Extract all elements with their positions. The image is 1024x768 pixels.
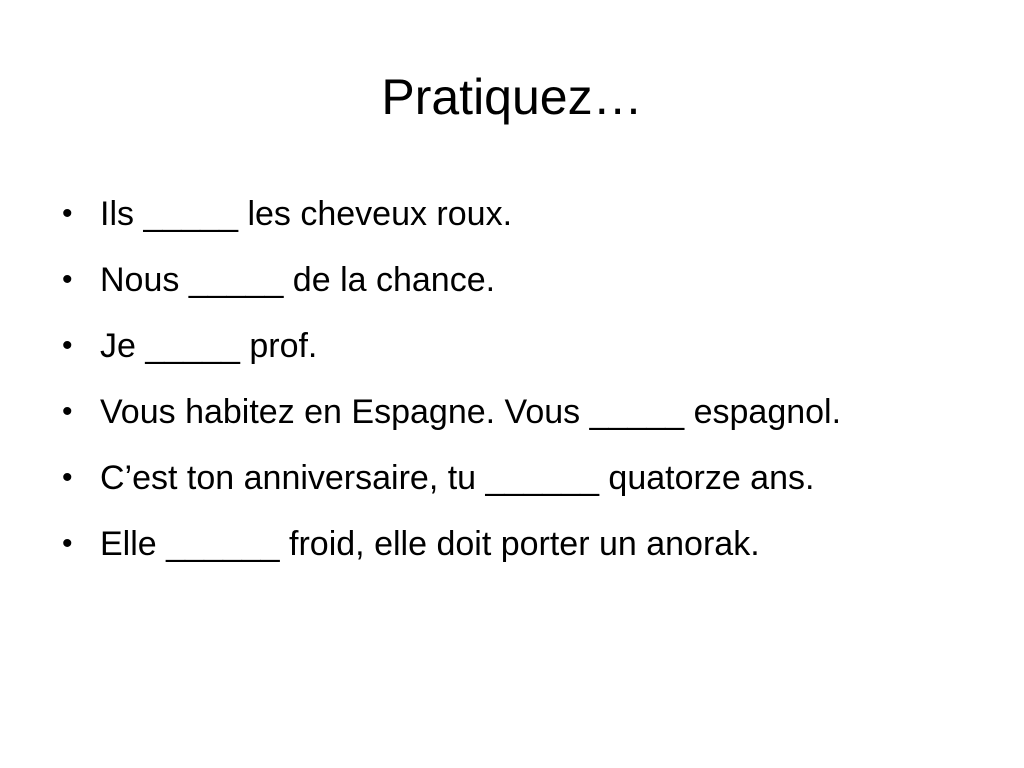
list-item (62, 187, 942, 241)
bullet-list (62, 187, 942, 583)
list-item-text: Je _____ prof. (100, 327, 318, 365)
list-item-text: Vous habitez en Espagne. Vous _____ espagnol. (100, 393, 842, 431)
list-item (62, 517, 942, 571)
bullet-icon: • (62, 527, 73, 560)
bullet-icon: • (62, 395, 73, 428)
list-item-text: Nous _____ de la chance. (100, 261, 496, 299)
list-item-text: Ils _____ les cheveux roux. (100, 195, 513, 233)
list-item (62, 385, 942, 439)
list-item (62, 451, 942, 505)
list-item-text: C’est ton anniversaire, tu ______ quatorze ans. (100, 459, 815, 497)
list-item (62, 253, 942, 307)
slide-title: Pratiquez… (381, 69, 643, 125)
list-item-text: Elle ______ froid, elle doit porter un anorak. (100, 525, 760, 563)
bullet-icon: • (62, 461, 73, 494)
bullet-icon: • (62, 263, 73, 296)
list-item (62, 319, 942, 373)
bullet-icon: • (62, 329, 73, 362)
bullet-icon: • (62, 197, 73, 230)
